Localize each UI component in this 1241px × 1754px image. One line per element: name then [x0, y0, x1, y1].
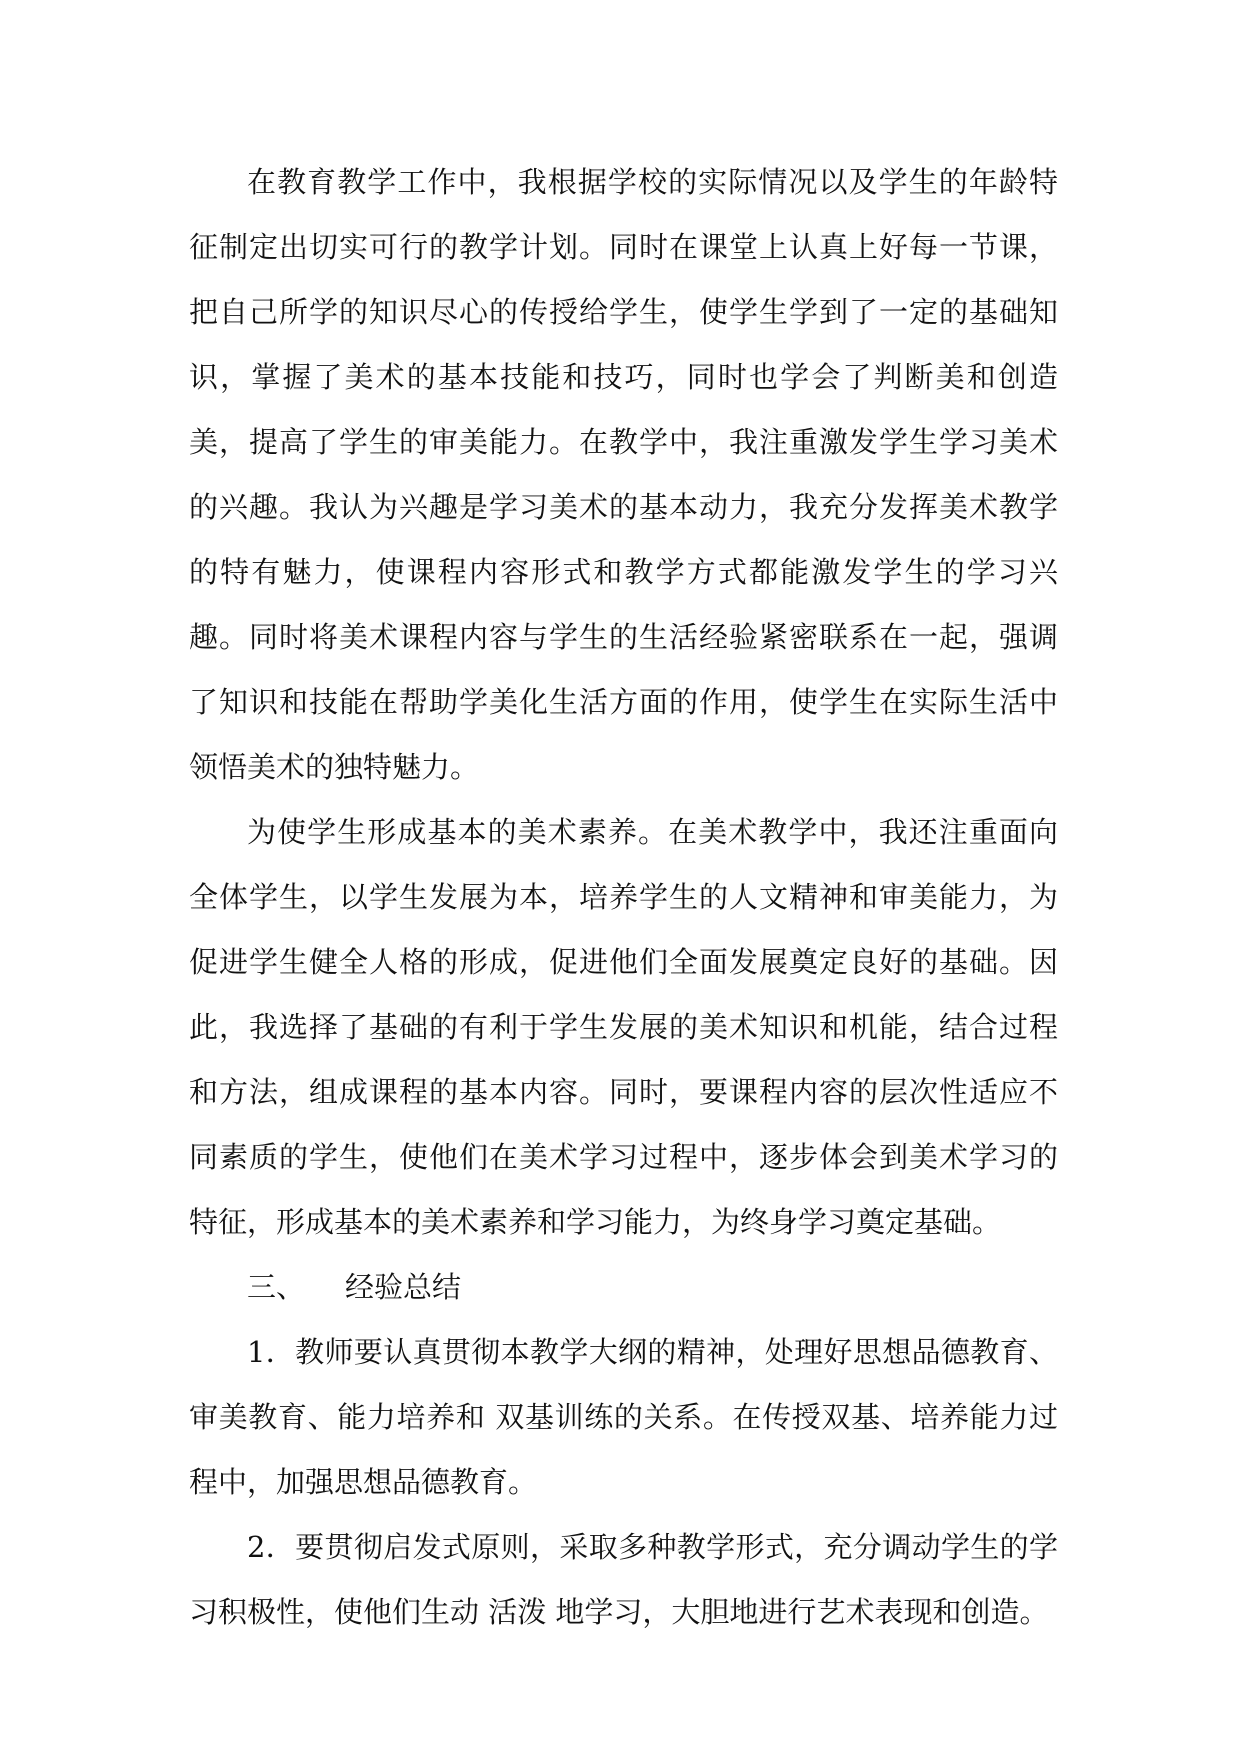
document-body — [189, 150, 1058, 1645]
section-heading — [189, 1255, 1058, 1320]
list-item-1: 1．教师要认真贯彻本教学大纲的精神，处理好思想品德教育、审美教育、能力培养和 双基训练的关系。在传授双基、培养能力过程中，加强思想品德教育。 — [189, 1335, 1058, 1499]
paragraph-teaching-plan: 在教育教学工作中，我根据学校的实际情况以及学生的年龄特征制定出切实可行的教学计划。同时在课堂上认真上好每一节课，把自己所学的知识尽心的传授给学生，使学生学到了一定的基础知识，掌握了美术的基本技能和技巧，同时也学会了判断美和创造美，提高了学生的审美能力。在教学中，我注重激发学生学习美术的兴趣。我认为兴趣是学习美术的基本动力，我充分发挥美术教学的特有魅力，使课程内容形式和教学方式都能激发学生的学习兴趣。同时将美术课程内容与学生的生活经验紧密联系在一起，强调了知识和技能在帮助学美化生活方面的作用，使学生在实际生活中领悟美术的独特魅力。 — [189, 165, 1058, 784]
list-item-2: 2．要贯彻启发式原则，采取多种教学形式，充分调动学生的学习积极性，使他们生动 活泼 地学习，大胆地进行艺术表现和创造。 — [189, 1530, 1058, 1629]
section-number: 三、 — [247, 1270, 306, 1304]
section-title: 经验总结 — [345, 1270, 462, 1304]
paragraph-art-literacy: 为使学生形成基本的美术素养。在美术教学中，我还注重面向全体学生，以学生发展为本，培养学生的人文精神和审美能力，为促进学生健全人格的形成，促进他们全面发展奠定良好的基础。因此，我选择了基础的有利于学生发展的美术知识和机能，结合过程和方法，组成课程的基本内容。同时，要课程内容的层次性适应不同素质的学生，使他们在美术学习过程中，逐步体会到美术学习的特征，形成基本的美术素养和学习能力，为终身学习奠定基础。 — [189, 815, 1058, 1239]
